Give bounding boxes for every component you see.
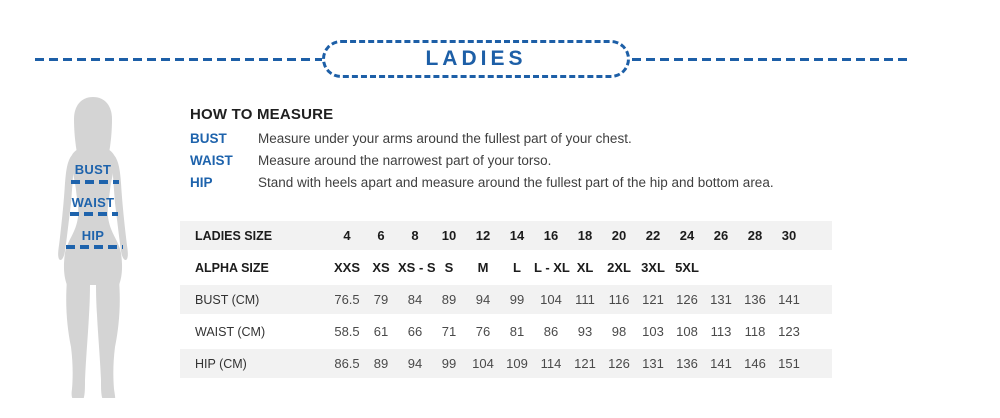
size-cell: 66 [407, 324, 423, 339]
header-dashed-line-right [632, 58, 910, 61]
table-row-alpha-size [180, 252, 832, 284]
size-cell: 123 [778, 324, 800, 339]
size-cell: 24 [670, 220, 704, 252]
size-cell: 113 [710, 324, 732, 339]
size-cell: M [477, 260, 489, 275]
female-silhouette-figure [49, 95, 149, 398]
size-cell: 3XL [641, 260, 665, 275]
size-cell: 89 [364, 348, 398, 380]
size-cell: 28 [738, 220, 772, 252]
measure-label-waist: WAIST [190, 153, 233, 168]
size-cell: 30 [772, 220, 806, 252]
spacer-cell [806, 252, 832, 284]
size-cell: 126 [602, 348, 636, 380]
spacer-cell [806, 348, 832, 380]
row-label: WAIST (CM) [195, 324, 266, 339]
size-cell: 121 [568, 348, 602, 380]
size-cell: 94 [466, 284, 500, 316]
size-cell: 81 [509, 324, 525, 339]
size-cell: 118 [744, 324, 766, 339]
size-cell: S [444, 260, 454, 275]
row-label: HIP (CM) [180, 348, 330, 380]
measure-label-bust: BUST [190, 131, 227, 146]
size-cell: 26 [704, 220, 738, 252]
size-cell: L - XL [534, 260, 570, 275]
size-cell: 10 [432, 220, 466, 252]
size-cell: 99 [432, 348, 466, 380]
size-cell: 141 [704, 348, 738, 380]
measure-description-waist: Measure around the narrowest part of your torso. [258, 153, 552, 168]
size-cell: 76.5 [330, 284, 364, 316]
size-cell: 104 [534, 284, 568, 316]
size-cell: 151 [772, 348, 806, 380]
measure-row-hip [190, 176, 890, 190]
size-cell: 141 [772, 284, 806, 316]
size-cell: 103 [642, 324, 664, 339]
figure-waist-label: WAIST [71, 195, 115, 210]
how-to-measure-section [190, 106, 890, 198]
how-to-measure-title: HOW TO MEASURE [190, 106, 334, 123]
ladies-section-pill [322, 40, 630, 78]
figure-bust-label: BUST [74, 162, 112, 177]
size-cell: 16 [534, 220, 568, 252]
size-cell: 22 [636, 220, 670, 252]
size-cell: L [513, 260, 521, 275]
size-cell: 8 [398, 220, 432, 252]
spacer-cell [806, 316, 832, 348]
size-cell: 2XL [607, 260, 631, 275]
size-table [180, 218, 832, 381]
size-cell: 86 [543, 324, 559, 339]
size-cell: 61 [373, 324, 389, 339]
size-cell: 121 [636, 284, 670, 316]
size-cell [772, 252, 806, 284]
measure-label-hip: HIP [190, 175, 213, 190]
bust-measure-line [71, 180, 119, 184]
size-cell: 114 [534, 348, 568, 380]
size-cell: 104 [466, 348, 500, 380]
row-label: BUST (CM) [180, 284, 330, 316]
size-cell: 108 [676, 324, 698, 339]
size-cell: 99 [500, 284, 534, 316]
size-cell: 136 [670, 348, 704, 380]
row-label: ALPHA SIZE [195, 260, 269, 275]
size-cell: 111 [568, 284, 602, 316]
size-cell: 131 [636, 348, 670, 380]
size-cell [738, 252, 772, 284]
measure-description-bust: Measure under your arms around the fullest part of your chest. [258, 131, 632, 146]
size-cell: 89 [432, 284, 466, 316]
measure-row-waist [190, 154, 890, 168]
size-cell: 109 [500, 348, 534, 380]
size-cell: 14 [500, 220, 534, 252]
hip-measure-line [66, 245, 123, 249]
size-cell: 18 [568, 220, 602, 252]
size-cell: XS [372, 260, 390, 275]
size-cell: XXS [333, 260, 360, 275]
row-label: LADIES SIZE [180, 220, 330, 252]
table-row-bust-cm [180, 284, 832, 316]
size-cell: 146 [738, 348, 772, 380]
table-row-ladies-size [180, 220, 832, 252]
size-cell: 71 [441, 324, 457, 339]
size-cell: 131 [704, 284, 738, 316]
size-cell: 12 [466, 220, 500, 252]
size-cell: 5XL [675, 260, 699, 275]
table-row-hip-cm [180, 348, 832, 380]
size-cell: 136 [738, 284, 772, 316]
size-cell [704, 252, 738, 284]
table-row-waist-cm [180, 316, 832, 348]
size-cell: 4 [330, 220, 364, 252]
size-cell: 116 [602, 284, 636, 316]
size-cell: 76 [475, 324, 491, 339]
measure-row-bust [190, 132, 890, 146]
size-cell: XL [576, 260, 594, 275]
size-cell: 58.5 [334, 324, 360, 339]
measure-description-hip: Stand with heels apart and measure around the fullest part of the hip and bottom area. [258, 175, 774, 190]
spacer-cell [806, 284, 832, 316]
size-cell: 94 [398, 348, 432, 380]
size-cell: 98 [611, 324, 627, 339]
waist-measure-line [70, 212, 118, 216]
header-dashed-line-left [35, 58, 322, 61]
size-cell: 20 [602, 220, 636, 252]
size-cell: 126 [670, 284, 704, 316]
size-cell: XS - S [398, 260, 436, 275]
section-title: LADIES [425, 47, 527, 70]
size-cell: 79 [364, 284, 398, 316]
size-cell: 84 [398, 284, 432, 316]
spacer-cell [806, 220, 832, 252]
size-cell: 93 [577, 324, 593, 339]
size-cell: 86.5 [330, 348, 364, 380]
size-cell: 6 [364, 220, 398, 252]
figure-hip-label: HIP [81, 228, 105, 243]
